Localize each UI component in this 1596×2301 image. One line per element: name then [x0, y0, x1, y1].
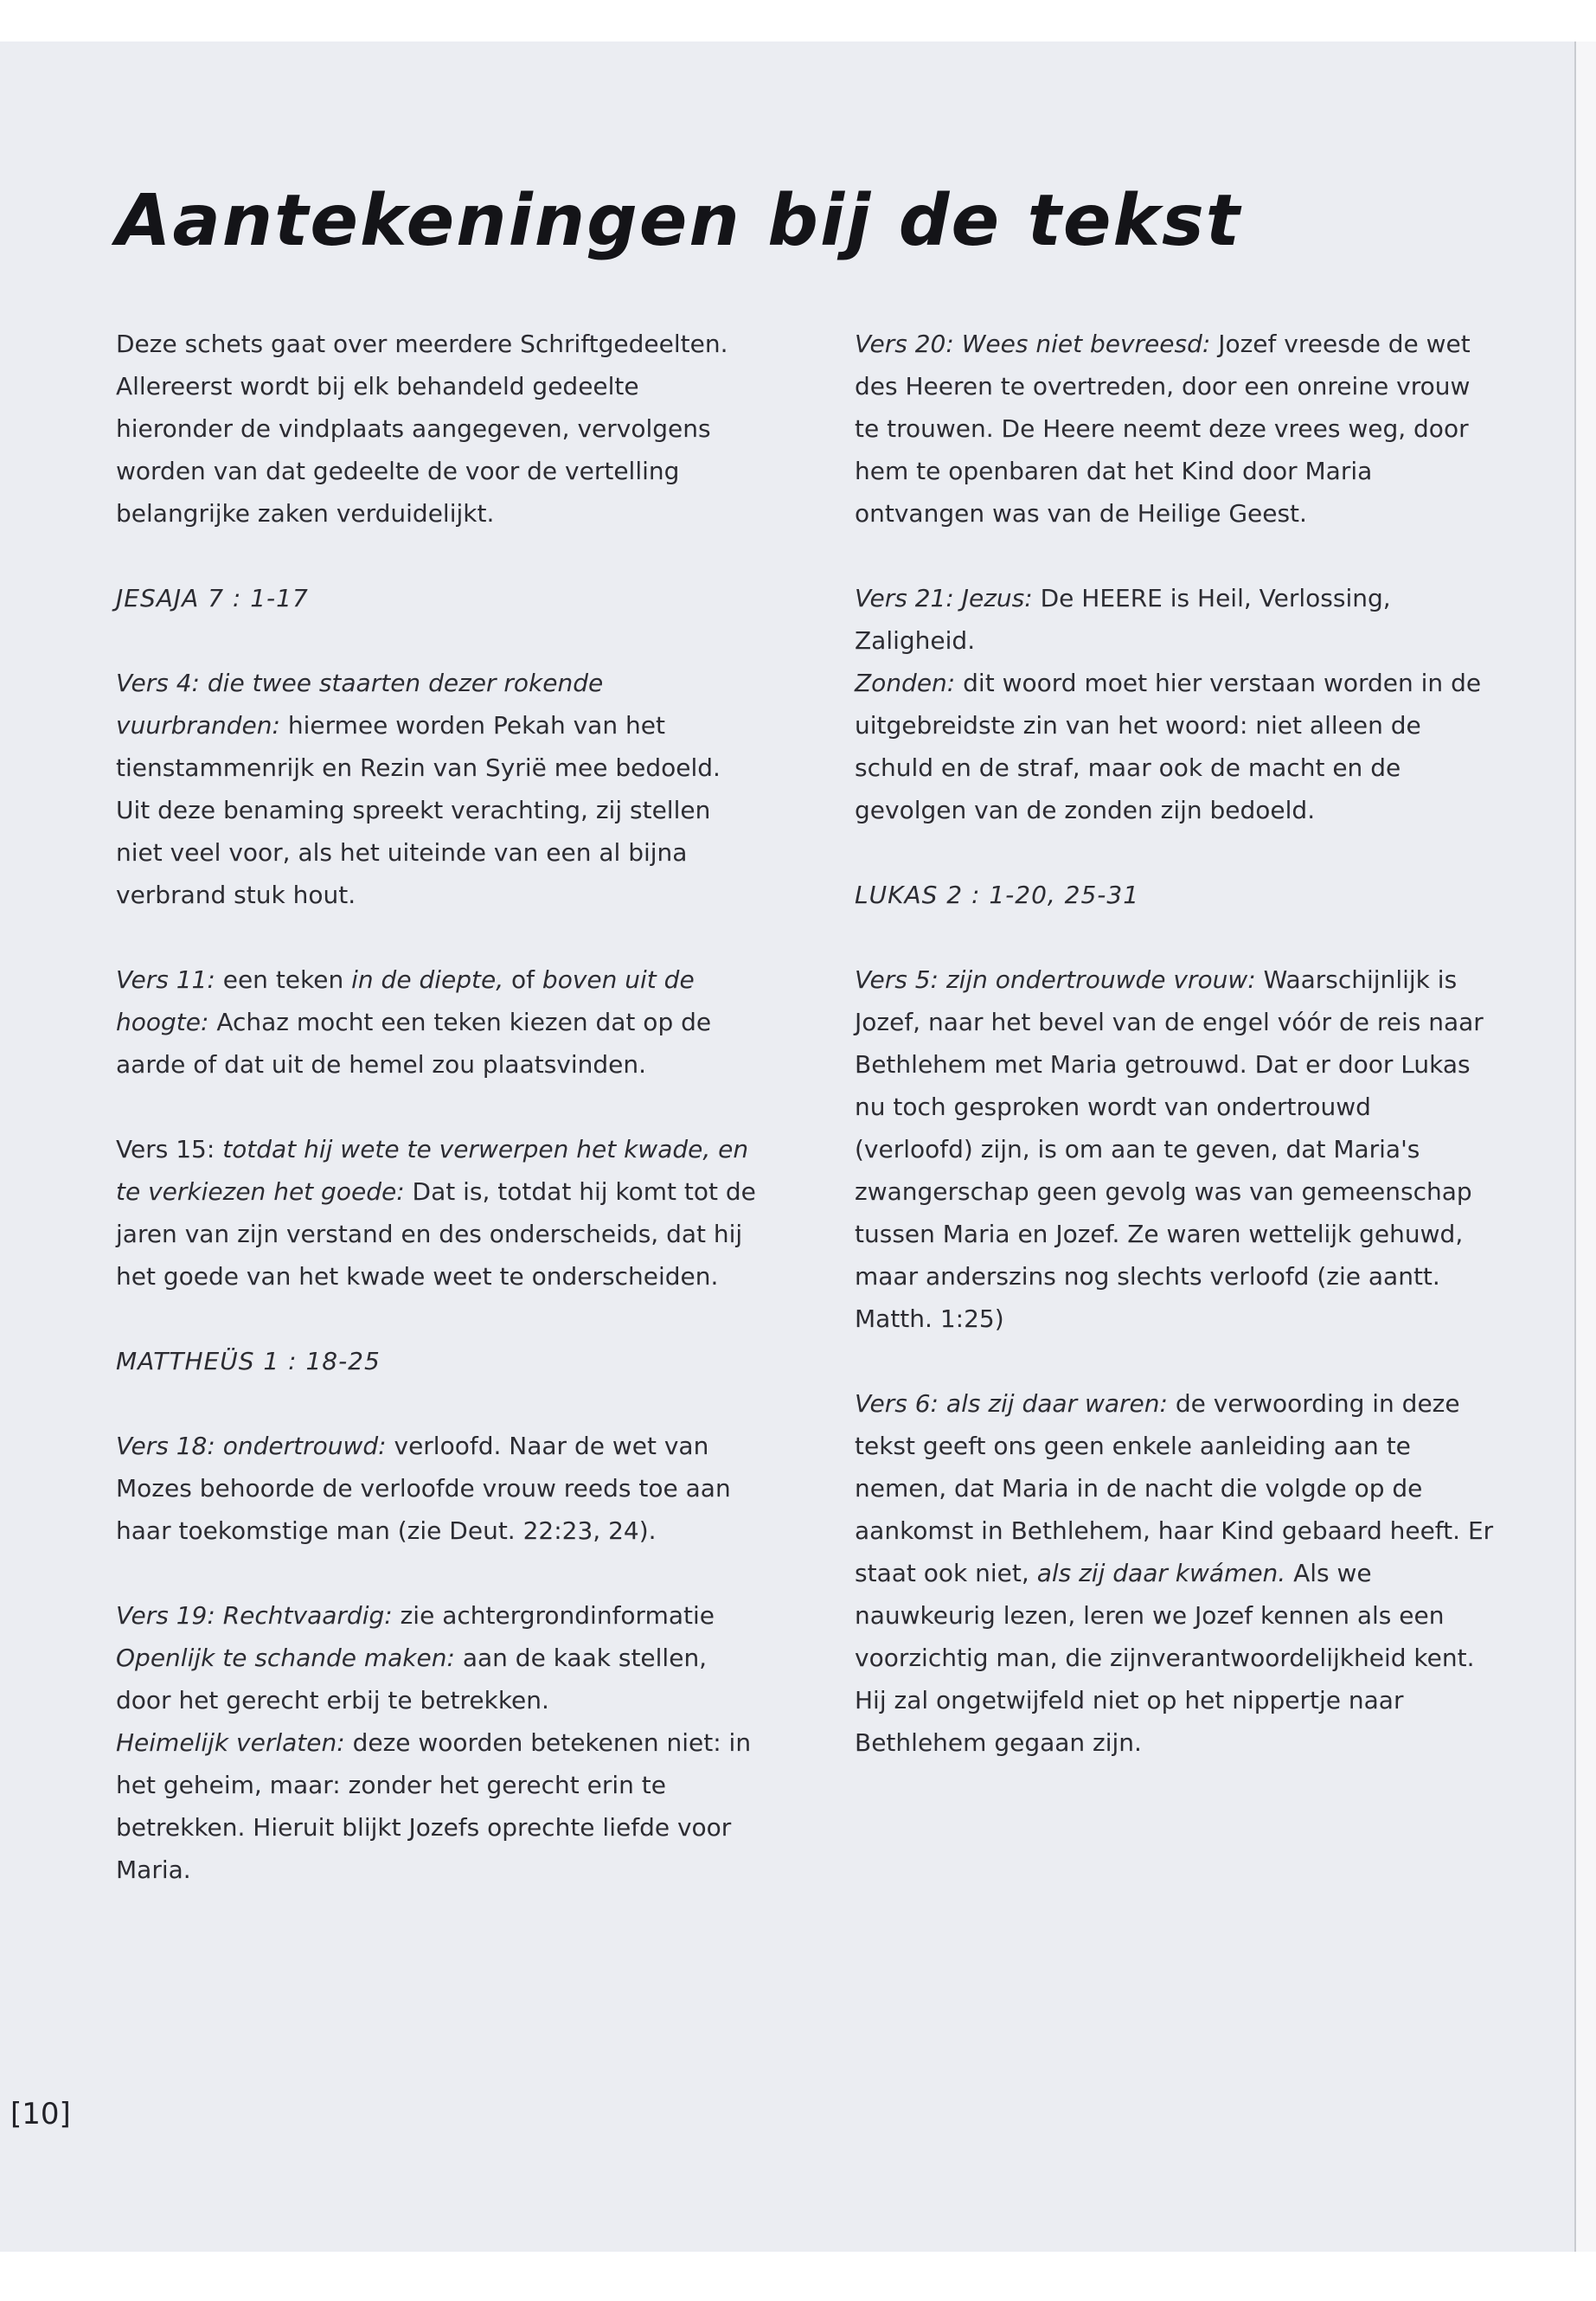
note-vers-20 [855, 323, 1495, 535]
verse-term: zijn ondertrouwde vrouw: [945, 965, 1256, 994]
verse-text: Dat is, totdat hij komt tot de jaren van zijn verstand en des onderscheids, dat hij het goede van het kwade weet te onderscheiden. [116, 1177, 756, 1291]
verse-text: dit woord moet hier verstaan worden in de uitgebreidste zin van het woord: niet alleen de schuld en de straf, maar ook de macht en de gevolgen van de zonden zijn bedoeld. [855, 669, 1482, 824]
verse-text: Jozef vreesde de wet des Heeren te overtreden, door een onreine vrouw te trouwen. De Heere neemt deze vrees weg, door hem te openbaren dat het Kind door Maria ontvangen was van de Heilige Geest. [855, 330, 1471, 528]
note-vers-6 [855, 1382, 1495, 1764]
note-vers-11 [116, 958, 756, 1086]
verse-label: Vers 19: [116, 1601, 215, 1630]
page-edge [1574, 42, 1596, 2252]
verse-text: De HEERE is Heil, Verlossing, Zaligheid. [855, 584, 1391, 655]
verse-text: een teken [222, 965, 344, 994]
verse-term: Zonden: [855, 669, 956, 697]
verse-label: Vers 4: [116, 669, 200, 697]
verse-label: Vers 5: [855, 965, 939, 994]
verse-term: als zij daar kwámen. [1036, 1559, 1286, 1587]
note-vers-21 [855, 577, 1495, 662]
verse-label: Vers 21: [855, 584, 954, 612]
verse-term: ondertrouwd: [222, 1432, 387, 1460]
verse-text: aan de kaak stellen, door het gerecht erbij te betrekken. [116, 1644, 708, 1715]
verse-term: als zij daar waren: [945, 1389, 1168, 1418]
verse-label: Vers 15: [116, 1135, 215, 1163]
verse-label: Vers 6: [855, 1389, 939, 1418]
left-column [116, 323, 756, 1933]
verse-term: totdat hij wete te verwerpen het kwade, en te verkiezen het goede: [116, 1135, 749, 1206]
note-vers-5 [855, 958, 1495, 1340]
verse-text: deze woorden betekenen niet: in het geheim, maar: zonder het gerecht erin te betrekken. Hieruit blijkt Jozefs oprechte liefde voor Maria. [116, 1728, 752, 1884]
verse-text: verloofd. Naar de wet van Mozes behoorde de verloofde vrouw reeds toe aan haar toekomstige man (zie Deut. 22:23, 24). [116, 1432, 731, 1545]
right-column [855, 323, 1495, 1806]
verse-label: Vers 20: [855, 330, 954, 358]
verse-term: in de diepte, [351, 965, 504, 994]
verse-text: Achaz mocht een teken kiezen dat op de aarde of dat uit de hemel zou plaatsvinden. [116, 1008, 712, 1079]
verse-text: Als we nauwkeurig lezen, leren we Jozef kennen als een voorzichtig man, die zijnverantwoordelijkheid kent. Hij zal ongetwijfeld niet op het nippertje naar Bethlehem gegaan zijn. [855, 1559, 1475, 1757]
verse-term: Jezus: [961, 584, 1033, 612]
verse-text: de verwoording in deze tekst geeft ons geen enkele aanleiding aan te nemen, dat Maria in de nacht die volgde op de aankomst in Bethlehem, haar Kind gebaard heeft. Er staat ook niet, [855, 1389, 1494, 1587]
verse-term: Wees niet bevreesd: [961, 330, 1211, 358]
verse-text: of [511, 965, 535, 994]
note-vers-19-heimelijk [116, 1721, 756, 1891]
note-vers-4 [116, 662, 756, 916]
verse-term: Heimelijk verlaten: [116, 1728, 345, 1757]
verse-term: die twee staarten dezer rokende vuurbranden: [116, 669, 604, 740]
verse-term: Rechtvaardig: [222, 1601, 393, 1630]
section-heading-jesaja: JESAJA 7 : 1-17 [116, 584, 309, 612]
verse-term: boven uit de hoogte: [116, 965, 695, 1036]
note-vers-15 [116, 1128, 756, 1298]
note-vers-21-zonden [855, 662, 1495, 831]
verse-label: Vers 11: [116, 965, 215, 994]
intro-paragraph: Deze schets gaat over meerdere Schriftgedeelten. Allereerst wordt bij elk behandeld gedeelte hieronder de vindplaats aangegeven, vervolgens worden van dat gedeelte de voor de vertelling belangrijke zaken verduidelijkt. [116, 330, 728, 528]
verse-text: zie achtergrondinformatie [400, 1601, 715, 1630]
note-vers-18 [116, 1425, 756, 1552]
section-heading-lukas: LUKAS 2 : 1-20, 25-31 [855, 881, 1140, 909]
verse-term: Openlijk te schande maken: [116, 1644, 455, 1672]
note-vers-19 [116, 1594, 756, 1637]
section-heading-mattheus: MATTHEÜS 1 : 18-25 [116, 1347, 381, 1375]
note-vers-19-openlijk [116, 1637, 756, 1721]
verse-text: hiermee worden Pekah van het tienstammenrijk en Rezin van Syrië mee bedoeld. Uit deze benaming spreekt verachting, zij stellen niet veel voor, als het uiteinde van een al bijna verbrand stuk hout. [116, 711, 721, 909]
verse-label: Vers 18: [116, 1432, 215, 1460]
page-number: [10] [10, 2097, 71, 2131]
page-title: Aantekeningen bij de tekst [116, 180, 1241, 262]
verse-text: Waarschijnlijk is Jozef, naar het bevel van de engel vóór de reis naar Bethlehem met Maria getrouwd. Dat er door Lukas nu toch gesproken wordt van ondertrouwd (verloofd) zijn, is om aan te geven, dat Maria's zwangerschap geen gevolg was van gemeenschap tussen Maria en Jozef. Ze waren wettelijk gehuwd, maar anderszins nog slechts verloofd (zie aantt. Matth. 1:25) [855, 965, 1484, 1333]
document-page [0, 42, 1576, 2252]
